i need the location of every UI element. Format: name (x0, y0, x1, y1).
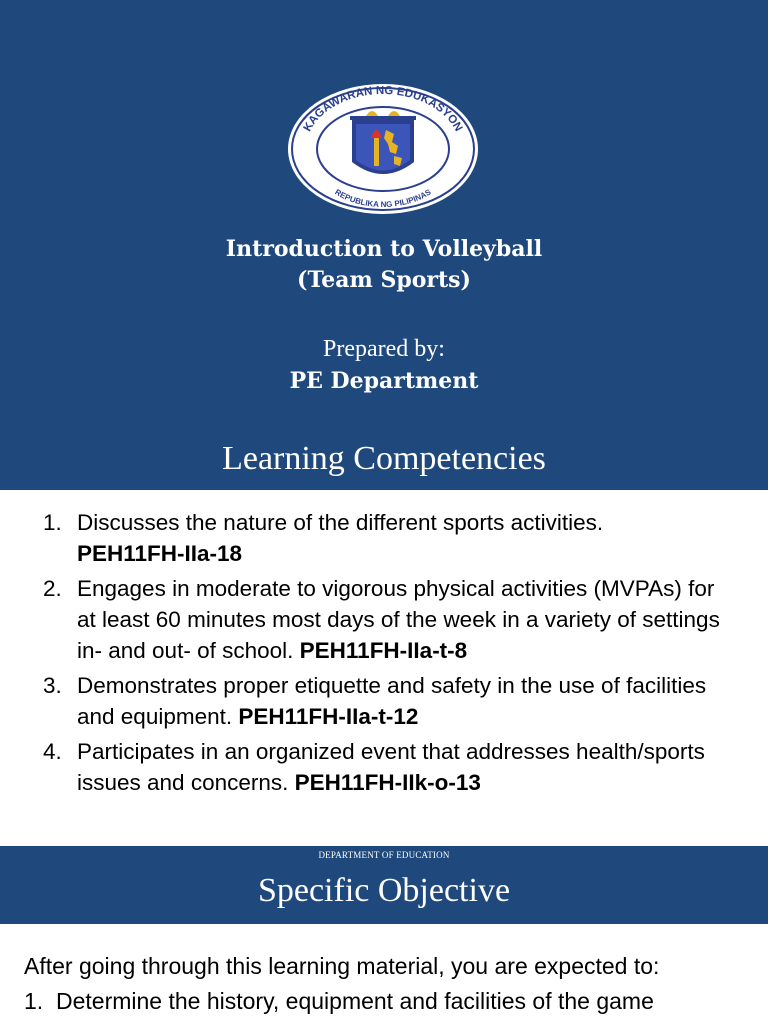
list-item (0, 573, 768, 666)
prepared-by-label: Prepared by: (323, 336, 445, 362)
list-item-number: 1. (43, 510, 62, 535)
competency-code: PEH11FH-IIa-18 (77, 541, 243, 566)
list-item-text: Demonstrates proper etiquette and safety in the use of facilities and equipment. (77, 673, 707, 729)
specific-objective-title: Specific Objective (257, 872, 511, 909)
list-item-text: Discusses the nature of the different sports activities. (77, 510, 604, 535)
deped-seal-logo (286, 82, 480, 216)
learning-competencies-title: Learning Competencies (222, 440, 546, 477)
list-item-text: Engages in moderate to vigorous physical activities (MVPAs) for at least 60 minutes most days of the week in a variety of settings in- and out- of school. (77, 576, 720, 663)
list-item-text: Participates in an organized event that addresses health/sports issues and concerns. (77, 739, 705, 795)
list-item (0, 670, 768, 732)
prepared-by-value: PE Department (289, 368, 479, 394)
competency-code: PEH11FH-IIa-t-8 (299, 638, 468, 663)
list-item (0, 736, 768, 798)
title-line-2: (Team Sports) (297, 267, 471, 293)
list-item-number: 3. (43, 673, 62, 698)
department-footer-label: DEPARTMENT OF EDUCATION (318, 850, 450, 860)
specific-objective-intro: After going through this learning material, you are expected to: (24, 953, 660, 979)
list-item-number: 2. (43, 576, 62, 601)
competency-list (0, 507, 768, 802)
list-item (0, 507, 768, 569)
competency-code: PEH11FH-IIk-o-13 (294, 770, 481, 795)
list-item-number: 1. (24, 988, 44, 1014)
list-item-number: 4. (43, 739, 62, 764)
svg-text:KAGAWARAN NG EDUKASYON: KAGAWARAN NG EDUKASYON (301, 84, 465, 134)
title-line-1: Introduction to Volleyball (225, 236, 543, 262)
list-item-text: Determine the history, equipment and facilities of the game (56, 988, 654, 1014)
title-slide (0, 0, 768, 445)
svg-text:REPUBLIKA NG PILIPINAS: REPUBLIKA NG PILIPINAS (333, 187, 433, 210)
competency-code: PEH11FH-IIa-t-12 (238, 704, 419, 729)
